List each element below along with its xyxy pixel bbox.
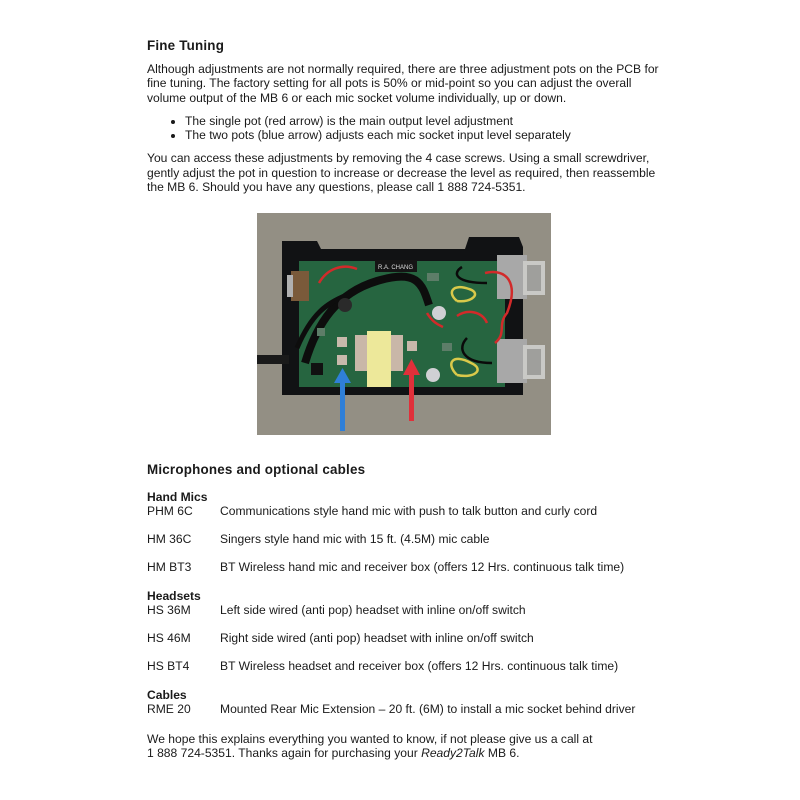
product-code: HS 36M: [147, 603, 191, 617]
bullet-blue-arrow: • The two pots (blue arrow) adjusts each mic socket input level separately: [185, 128, 667, 142]
bullet-red-arrow: • The single pot (red arrow) is the main output level adjustment: [185, 114, 667, 128]
product-code: RME 20: [147, 702, 191, 716]
product-row: [147, 631, 687, 645]
output-pot: [407, 341, 417, 351]
closing-line-1: We hope this explains everything you wanted to know, if not please give us a call at: [147, 732, 593, 746]
product-code: HM BT3: [147, 560, 192, 574]
fine-tuning-heading: Fine Tuning: [147, 38, 225, 53]
xlr-socket-top: [497, 255, 545, 299]
product-row: [147, 603, 687, 617]
product-code: HS 46M: [147, 631, 191, 645]
product-row: [147, 560, 687, 574]
product-code: HS BT4: [147, 659, 190, 673]
product-description: Mounted Rear Mic Extension – 20 ft. (6M) to install a mic socket behind driver: [220, 702, 636, 716]
fine-tuning-section: [147, 38, 667, 194]
capacitor: [338, 298, 352, 312]
adjustment-bullet-list: [147, 114, 667, 143]
mic-pot-1: [337, 337, 347, 347]
group-title-hand-mics: Hand Mics: [147, 490, 208, 504]
product-row: [147, 659, 687, 673]
group-title-headsets: Headsets: [147, 589, 201, 603]
closing-phone-text: 1 888 724-5351. Thanks again for purchasing your: [147, 746, 422, 760]
closing-paragraph: [147, 732, 687, 760]
product-description: BT Wireless headset and receiver box (offers 12 Hrs. continuous talk time): [220, 659, 619, 673]
product-description: Left side wired (anti pop) headset with inline on/off switch: [220, 603, 526, 617]
pcb-label: R.A. CHANG: [378, 265, 414, 271]
dc-jack: [291, 271, 309, 301]
closing-line-2: [147, 746, 687, 760]
pcb-photo: [257, 213, 551, 435]
power-cable: [257, 355, 289, 364]
microphones-heading: Microphones and optional cables: [147, 462, 366, 477]
xlr-socket-bottom: [497, 339, 545, 383]
ic-chip: [311, 363, 323, 375]
intro-paragraph: Although adjustments are not normally required, there are three adjustment pots on the PCB for fine tuning. The factory setting for all pots is 50% or mid-point so you can adjust the overall volume output of the MB 6 or each mic socket volume individually, up or down.: [147, 62, 659, 105]
closing-product: MB 6.: [484, 746, 520, 760]
mic-pot-2: [337, 355, 347, 365]
product-description: BT Wireless hand mic and receiver box (offers 12 Hrs. continuous talk time): [220, 560, 625, 574]
product-row: [147, 504, 687, 518]
product-description: Singers style hand mic with 15 ft. (4.5M) mic cable: [220, 532, 490, 546]
microphones-list: [147, 490, 687, 716]
product-description: Communications style hand mic with push to talk button and curly cord: [220, 504, 598, 518]
brand-name: Ready2Talk: [421, 746, 485, 760]
access-paragraph: You can access these adjustments by removing the 4 case screws. Using a small screwdriver, gently adjust the pot in question to increase or decrease the level as required, then reassemble the MB 6. Should you have any questions, please call 1 888 724-5351.: [147, 151, 656, 195]
product-row: [147, 532, 687, 546]
product-description: Right side wired (anti pop) headset with inline on/off switch: [220, 631, 534, 645]
product-code: PHM 6C: [147, 504, 193, 518]
group-title-cables: Cables: [147, 688, 187, 702]
product-row: [147, 702, 687, 716]
product-code: HM 36C: [147, 532, 192, 546]
